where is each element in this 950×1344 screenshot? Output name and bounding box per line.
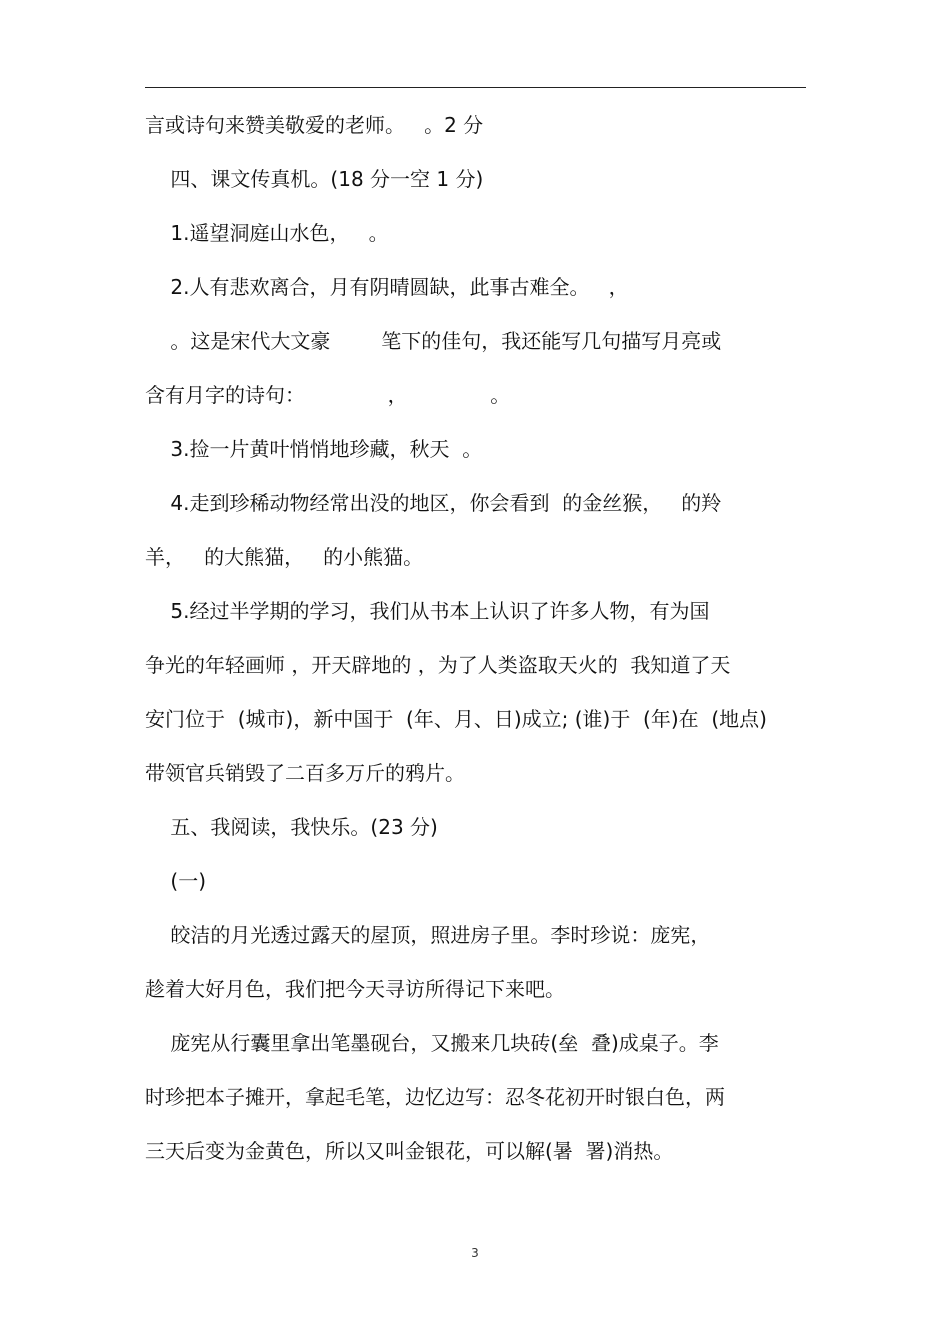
text-line: 争光的年轻画师 ，开天辟地的 ，为了人类盗取天火的 我知道了天 [145,653,731,677]
subsection-heading: (一) [145,869,207,893]
text-line: 含有月字的诗句： ， 。 [145,383,511,407]
text-line: 安门位于 (城市)，新中国于 (年、月、日)成立; (谁)于 (年)在 (地点) [145,707,767,731]
header-rule [145,87,806,88]
text-line: 1.遥望洞庭山水色， 。 [145,221,389,245]
text-line: 三天后变为金黄色，所以又叫金银花，可以解(暑 署)消热。 [145,1139,674,1163]
text-line: 庞宪从行囊里拿出笔墨砚台，又搬来几块砖(垒 叠)成桌子。李 [145,1031,719,1055]
text-line: 4.走到珍稀动物经常出没的地区，你会看到 的金丝猴， 的羚 [145,491,722,515]
document-body [145,112,806,1164]
page-number: 3 [471,1246,479,1260]
section-heading: 四、课文传真机。(18 分一空 1 分) [145,167,484,191]
text-line: 言或诗句来赞美敬爱的老师。 。2 分 [145,113,484,137]
text-line: 皎洁的月光透过露天的屋顶，照进房子里。李时珍说：庞宪， [145,923,711,947]
text-line: 带领官兵销毁了二百多万斤的鸦片。 [145,761,465,785]
text-line: 羊， 的大熊猫， 的小熊猫。 [145,545,424,569]
text-line: 时珍把本子摊开，拿起毛笔，边忆边写：忍冬花初开时银白色，两 [145,1085,725,1109]
text-line: 。这是宋代大文豪 笔下的佳句，我还能写几句描写月亮或 [145,329,722,353]
text-line: 3.捡一片黄叶悄悄地珍藏，秋天 。 [145,437,483,461]
section-heading: 五、我阅读，我快乐。(23 分) [145,815,438,839]
text-line: 5.经过半学期的学习，我们从书本上认识了许多人物，有为国 [145,599,710,623]
text-line: 趁着大好月色，我们把今天寻访所得记下来吧。 [145,977,565,1001]
text-line: 2.人有悲欢离合，月有阴晴圆缺，此事古难全。 ， [145,275,629,299]
